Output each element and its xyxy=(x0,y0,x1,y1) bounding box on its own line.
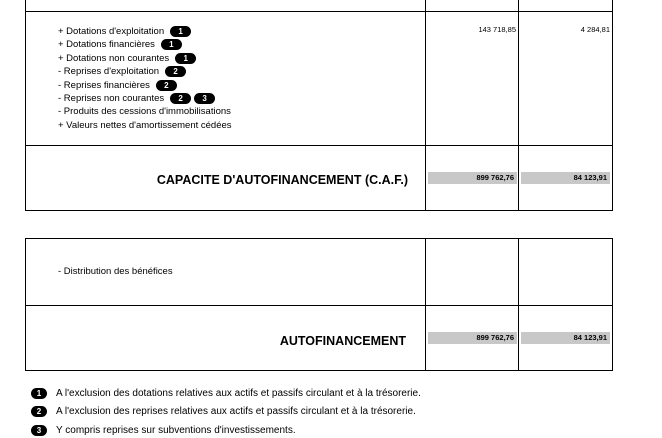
footnote-text: Y compris reprises sur subventions d'investissements. xyxy=(56,424,296,436)
caf-item-row xyxy=(58,52,199,65)
footnote-ref-badge: 1 xyxy=(161,39,182,50)
caf-item-label: - Produits des cessions d'immobilisations xyxy=(58,106,231,118)
distribution-label: - Distribution des bénéfices xyxy=(58,266,173,277)
caf-item-row xyxy=(58,92,218,105)
caf-item-label: + Valeurs nettes d'amortissement cédées xyxy=(58,119,232,131)
caf-col-divider-2 xyxy=(518,0,519,211)
footnote-ref-badge: 3 xyxy=(194,93,215,104)
caf-item-label: + Dotations d'exploitation xyxy=(58,26,165,37)
autofin-total-col2: 84 123,91 xyxy=(521,332,610,344)
caf-item-row xyxy=(58,79,180,92)
footnote-ref-badge: 2 xyxy=(156,80,177,91)
caf-item-label: - Reprises non courantes xyxy=(58,93,165,104)
caf-item-label: - Reprises financières xyxy=(58,79,150,91)
autofin-table-total-line xyxy=(25,305,613,306)
caf-item-row xyxy=(58,38,185,51)
caf-item-row xyxy=(58,65,189,78)
caf-item-row xyxy=(58,119,238,132)
footnote-text: A l'exclusion des dotations relatives aux actifs et passifs circulant et à la trésorerie. xyxy=(56,387,421,399)
footnote-badge: 1 xyxy=(31,388,47,399)
footnote-ref-badge: 2 xyxy=(170,93,191,104)
caf-total-col2: 84 123,91 xyxy=(521,172,610,184)
caf-total-label: CAPACITE D'AUTOFINANCEMENT (C.A.F.) xyxy=(156,173,408,187)
footnote-text: A l'exclusion des reprises relatives aux actifs et passifs circulant et à la trésorerie. xyxy=(56,406,416,417)
autofin-total-col1: 899 762,76 xyxy=(428,332,517,344)
footnote-row xyxy=(31,405,416,419)
footnote-ref-badge: 2 xyxy=(165,66,186,77)
footnote-ref-badge: 1 xyxy=(175,53,196,64)
autofin-total-label: AUTOFINANCEMENT xyxy=(279,334,406,348)
caf-item-label: + Dotations financières xyxy=(58,39,155,51)
caf-total-col1: 899 762,76 xyxy=(428,172,517,184)
footnote-ref-badge: 1 xyxy=(170,26,191,37)
footnote-badge: 3 xyxy=(31,425,47,436)
caf-table-header-line xyxy=(25,11,613,12)
caf-col-divider-1 xyxy=(425,0,426,211)
autofin-col-divider-2 xyxy=(518,238,519,371)
caf-item-row xyxy=(58,105,237,118)
caf-item-row xyxy=(58,25,194,38)
caf-table-total-line xyxy=(25,145,613,146)
autofin-col-divider-1 xyxy=(425,238,426,371)
caf-item-label: + Dotations non courantes xyxy=(58,52,170,64)
caf-item-label: - Reprises d'exploitation xyxy=(58,66,160,78)
footnote-row xyxy=(31,386,421,400)
footnote-row xyxy=(31,423,296,437)
dotations-value-col1: 143 718,85 xyxy=(478,25,516,34)
footnote-badge: 2 xyxy=(31,406,47,417)
dotations-value-col2: 4 284,81 xyxy=(580,25,610,34)
